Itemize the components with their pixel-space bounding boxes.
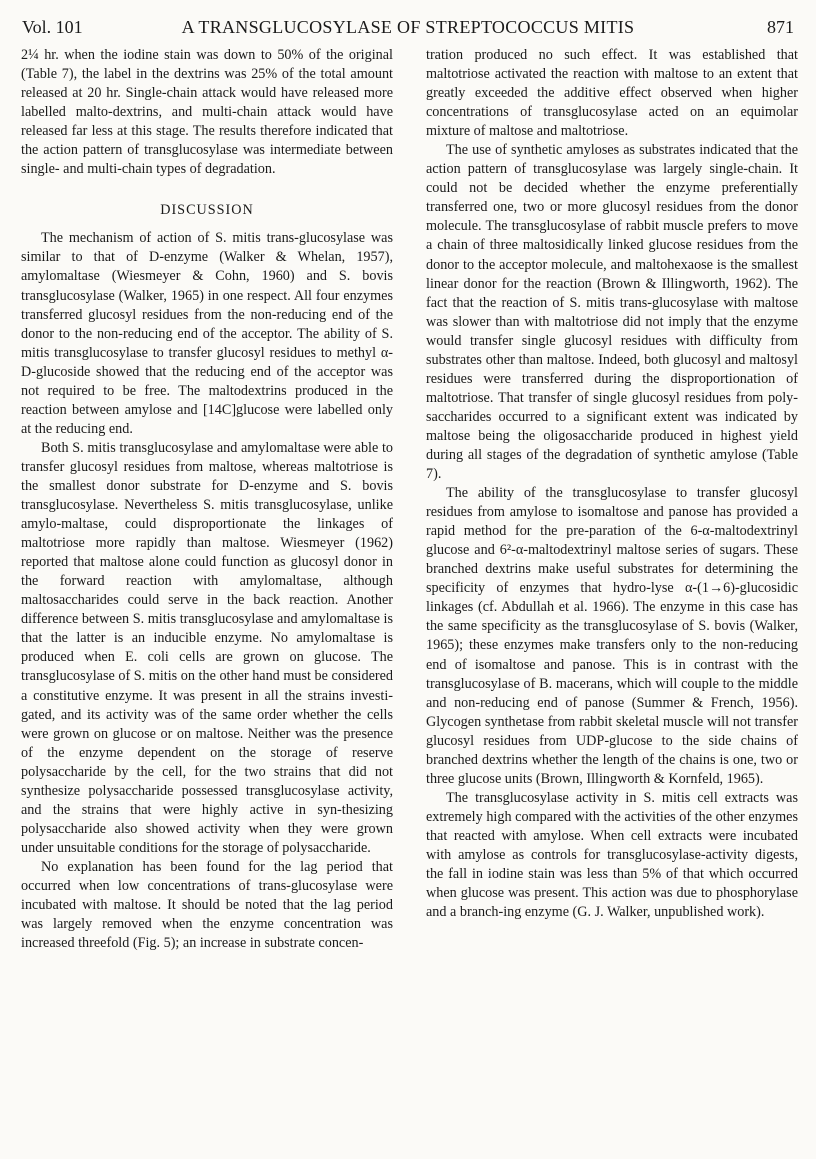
paragraph-lag-period: No explanation has been found for the lag period that occurred when low concentrations of trans-glucosylase were incubated with maltose. It should be noted that the lag period was largely removed when the enzyme concentration was increased threefold (Fig. 5); an increase in substrate concen-	[21, 858, 393, 952]
running-header	[22, 17, 794, 43]
page-number: 871	[767, 17, 794, 37]
paragraph-synthetic-amyloses: The use of synthetic amyloses as substrates indicated that the action pattern of transglucosylase was largely single-chain. It could not be decided whether the enzyme preferentially transferred one, two or more glucosyl residues from the donor molecule. The transglucosylase of rabbit muscle prefers to move a chain of three maltosidically linked glucose residues from the donor to the acceptor molecule, and maltohexaose is the smallest linear donor for the reaction (Brown & Illingworth, 1962). The fact that the reaction of S. mitis trans-glucosylase with maltose was slower than with maltotriose did not imply that the enzyme would transfer single glucosyl residues with difficulty from substrates other than maltose. Indeed, both glucosyl and maltosyl residues were transferred during the disproportionation of maltotriose. That transfer of single glucosyl residues from poly-saccharides occurred to a significant extent was indicated by maltose being the oligosaccharide produced in highest yield during all stages of the degradation of synthetic amylose (Table 7).	[426, 142, 798, 483]
running-title: A TRANSGLUCOSYLASE OF STREPTOCOCCUS MITIS	[181, 17, 635, 37]
paragraph-amylomaltase-comparison: Both S. mitis transglucosylase and amylomaltase were able to transfer glucosyl residues from maltose, whereas maltotriose is the smallest donor substrate for D-enzyme and S. bovis transglucosylase. Nevertheless S. mitis transglucosylase, unlike amylo-maltase, could disproportionate the linkages of maltotriose more rapidly than maltose. Wiesmeyer (1962) reported that maltose alone could function as glucosyl donor in the forward reaction with amylomaltase, although maltosaccharides could serve in the back reaction. Another difference between S. mitis transglucosylase and amylomaltase is that the latter is an inducible enzyme. No amylomaltase is produced when E. coli cells are grown on glucose. The transglucosylase of S. mitis on the other hand must be considered a constitutive enzyme. It was present in all the strains investi-gated, and its activity was of the same order whether the cells were grown on glucose or on maltose. Neither was the presence of the enzyme dependent on the storage of reserve polysaccharide by the cell, for the two strains that did not synthesize polysaccharide possessed transglucosylase activity, and the strains that were highly active in syn-thesizing polysaccharide also showed activity when they were grown under unsuitable conditions for the storage of polysaccharide.	[21, 439, 393, 856]
left-column	[21, 46, 393, 1146]
right-column	[426, 46, 798, 1146]
volume-number: Vol. 101	[22, 17, 83, 37]
paragraph-branched-dextrins: The ability of the transglucosylase to transfer glucosyl residues from amylose to isomaltose and panose has provided a rapid method for the pre-paration of the 6-α-maltodextrinyl glucose and 6²-α-maltodextrinyl maltose series of sugars. These branched dextrins make useful substrates for determining the specificity of enzymes that hydro-lyse α-(1→6)-glucosidic linkages (cf. Abdullah et al. 1966). The enzyme in this case has the same specificity as the transglucosylase of S. bovis (Walker, 1965); these enzymes make transfers only to the non-reducing end of isomaltose and panose. This is in contrast with the transglucosylase of B. macerans, which will couple to the middle and non-reducing end of panose (Summer & French, 1956). Glycogen synthetase from rabbit skeletal muscle will not transfer glucosyl residues from UDP-glucose to the side chains of branched dextrins whether the length of the chains is one, two or three glucose units (Brown, Illingworth & Kornfeld, 1965).	[426, 485, 798, 787]
paragraph-maltotriose-activation: tration produced no such effect. It was established that maltotriose activated the reaction with maltose to an extent that greatly exceeded the additive effect observed when higher concentrations of transglucosylase acted on an equimolar mixture of maltose and maltotriose.	[426, 47, 798, 140]
paragraph-mechanism: The mechanism of action of S. mitis trans-glucosylase was similar to that of D-enzyme (Walker & Whelan, 1957), amylomaltase (Wiesmeyer & Cohn, 1960) and S. bovis transglucosylase (Walker, 1965) in one respect. All four enzymes transferred glucosyl residues from the non-reducing end of the donor to the non-reducing end of the acceptor. The ability of S. mitis transglucosylase to transfer glucosyl residues to methyl α-D-glucoside showed that the reducing end of the acceptor was not required to be free. The maltodextrins produced in the reaction between amylose and [14C]glucose were labelled only at the reducing end.	[21, 230, 393, 437]
paragraph-cell-extract-activity: The transglucosylase activity in S. mitis cell extracts was extremely high compared with the activities of the other enzymes that reacted with amylose. When cell extracts were incubated with amylose as controls for transglucosylase-activity digests, the fall in iodine stain was less than 5% of that which occurred when glucose was present. This action was due to phosphorylase and a branch-ing enzyme (G. J. Walker, unpublished work).	[426, 789, 798, 921]
section-heading-discussion: DISCUSSION	[160, 202, 254, 219]
paragraph-continued-results: 2¼ hr. when the iodine stain was down to 50% of the original (Table 7), the label in the dextrins was 25% of the total amount released at 20 hr. Single-chain attack would have released more labelled malto-dextrins, and multi-chain attack would have released far less at this stage. The results therefore indicated that the action pattern of transglucosylase was intermediate between single- and multi-chain types of degradation.	[21, 47, 393, 178]
